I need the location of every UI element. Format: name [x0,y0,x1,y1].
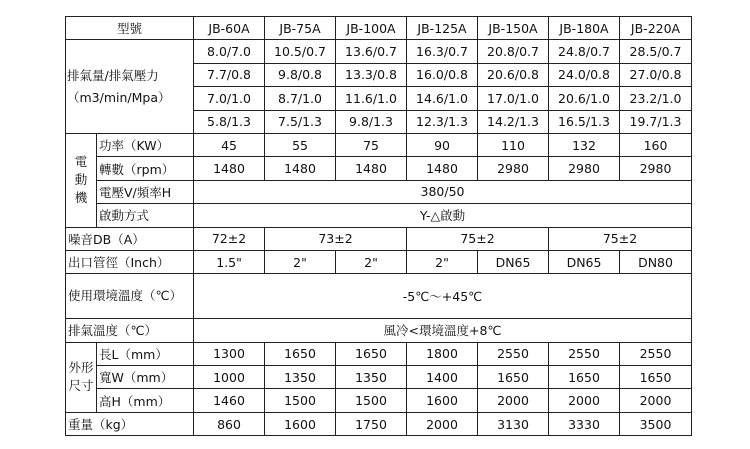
outlet-cell: 2" [265,250,336,273]
width-label: 寬W（mm） [97,366,194,389]
voltage-label: 電壓V/頻率H [97,180,194,203]
speed-cell: 1480 [265,157,336,180]
model-name: JB-100A [336,17,407,40]
airflow-cell: 7.7/0.8 [194,63,265,86]
model-name: JB-75A [265,17,336,40]
outlet-cell: 1.5" [194,250,265,273]
start-value: Y-△啟動 [194,204,692,227]
height-label: 高H（mm） [97,389,194,412]
model-name: JB-150A [478,17,549,40]
exhaust-value: 風冷<環境溫度+8℃ [194,319,692,342]
power-cell: 110 [478,133,549,156]
airflow-cell: 12.3/1.3 [407,110,478,133]
airflow-cell: 16.0/0.8 [407,63,478,86]
model-label: 型號 [66,17,194,40]
height-cell: 1500 [265,389,336,412]
airflow-cell: 16.3/0.7 [407,40,478,63]
weight-cell: 3500 [620,412,692,435]
length-label: 長L（mm） [97,342,194,365]
outlet-label: 出口管徑（Inch） [66,250,194,273]
model-name: JB-60A [194,17,265,40]
weight-cell: 860 [194,412,265,435]
airflow-cell: 20.6/1.0 [549,87,620,110]
airflow-label [66,40,194,134]
airflow-cell: 17.0/1.0 [478,87,549,110]
noise-label: 噪音DB（A） [66,227,194,250]
weight-label: 重量（kg） [66,412,194,435]
airflow-cell: 24.0/0.8 [549,63,620,86]
motor-group-char: 機 [74,190,88,206]
length-cell: 1650 [265,342,336,365]
speed-cell: 2980 [478,157,549,180]
ambient-label: 使用環境溫度（℃） [66,274,194,319]
weight-cell: 3330 [549,412,620,435]
airflow-cell: 8.0/7.0 [194,40,265,63]
width-cell: 1000 [194,366,265,389]
airflow-cell: 14.2/1.3 [478,110,549,133]
airflow-cell: 7.5/1.3 [265,110,336,133]
speed-cell: 2980 [620,157,692,180]
height-cell: 1600 [407,389,478,412]
airflow-cell: 10.5/0.7 [265,40,336,63]
motor-group-label [66,133,97,227]
height-cell: 2000 [549,389,620,412]
power-cell: 90 [407,133,478,156]
speed-cell: 2980 [549,157,620,180]
outlet-cell: 2" [407,250,478,273]
motor-group-char: 動 [74,172,88,188]
length-cell: 2550 [620,342,692,365]
weight-cell: 1750 [336,412,407,435]
speed-cell: 1480 [336,157,407,180]
start-label: 啟動方式 [97,204,194,227]
noise-cell: 72±2 [194,227,265,250]
height-cell: 2000 [478,389,549,412]
outlet-cell: DN65 [478,250,549,273]
airflow-cell: 24.8/0.7 [549,40,620,63]
power-cell: 45 [194,133,265,156]
ambient-row [66,274,692,319]
model-name: JB-180A [549,17,620,40]
airflow-cell: 14.6/1.0 [407,87,478,110]
noise-row [66,227,692,250]
airflow-cell: 11.6/1.0 [336,87,407,110]
outlet-cell: 2" [336,250,407,273]
length-cell: 2550 [549,342,620,365]
width-cell: 1650 [620,366,692,389]
power-label: 功率（KW） [97,133,194,156]
noise-cell: 75±2 [407,227,549,250]
voltage-value: 380/50 [194,180,692,203]
airflow-cell: 23.2/1.0 [620,87,692,110]
height-cell: 2000 [620,389,692,412]
weight-cell: 3130 [478,412,549,435]
dims-group-label: 外形尺寸 [66,342,97,412]
airflow-label-line1: 排氣量/排氣壓力 [67,67,159,83]
noise-cell: 75±2 [549,227,692,250]
noise-cell: 73±2 [265,227,407,250]
airflow-label-line2: （m3/min/Mpa） [67,89,171,105]
width-row [66,366,692,389]
weight-cell: 1600 [265,412,336,435]
power-cell: 75 [336,133,407,156]
power-cell: 55 [265,133,336,156]
header-row [66,17,692,40]
airflow-cell: 16.5/1.3 [549,110,620,133]
airflow-cell: 13.6/0.7 [336,40,407,63]
outlet-row [66,250,692,273]
power-cell: 132 [549,133,620,156]
length-cell: 1300 [194,342,265,365]
motor-group-char: 電 [74,154,88,170]
outlet-cell: DN65 [549,250,620,273]
airflow-cell: 28.5/0.7 [620,40,692,63]
motor-speed-row [66,157,692,180]
speed-cell: 1480 [407,157,478,180]
airflow-cell: 8.7/1.0 [265,87,336,110]
spec-table [65,16,692,436]
length-row [66,342,692,365]
airflow-cell: 19.7/1.3 [620,110,692,133]
exhaust-label: 排氣溫度（℃） [66,319,194,342]
weight-row [66,412,692,435]
width-cell: 1400 [407,366,478,389]
height-row [66,389,692,412]
airflow-cell: 20.6/0.8 [478,63,549,86]
length-cell: 1650 [336,342,407,365]
height-cell: 1500 [336,389,407,412]
width-cell: 1650 [478,366,549,389]
model-name: JB-220A [620,17,692,40]
length-cell: 2550 [478,342,549,365]
exhaust-row [66,319,692,342]
width-cell: 1350 [336,366,407,389]
weight-cell: 2000 [407,412,478,435]
width-cell: 1350 [265,366,336,389]
airflow-cell: 9.8/0.8 [265,63,336,86]
speed-label: 轉數（rpm） [97,157,194,180]
airflow-cell: 9.8/1.3 [336,110,407,133]
height-cell: 1460 [194,389,265,412]
airflow-row [66,40,692,63]
airflow-cell: 27.0/0.8 [620,63,692,86]
motor-power-row [66,133,692,156]
width-cell: 1650 [549,366,620,389]
airflow-cell: 20.8/0.7 [478,40,549,63]
model-name: JB-125A [407,17,478,40]
airflow-cell: 13.3/0.8 [336,63,407,86]
motor-voltage-row [66,180,692,203]
outlet-cell: DN80 [620,250,692,273]
motor-start-row [66,204,692,227]
airflow-cell: 5.8/1.3 [194,110,265,133]
length-cell: 1800 [407,342,478,365]
speed-cell: 1480 [194,157,265,180]
ambient-value: -5℃～+45℃ [194,274,692,319]
airflow-cell: 7.0/1.0 [194,87,265,110]
power-cell: 160 [620,133,692,156]
